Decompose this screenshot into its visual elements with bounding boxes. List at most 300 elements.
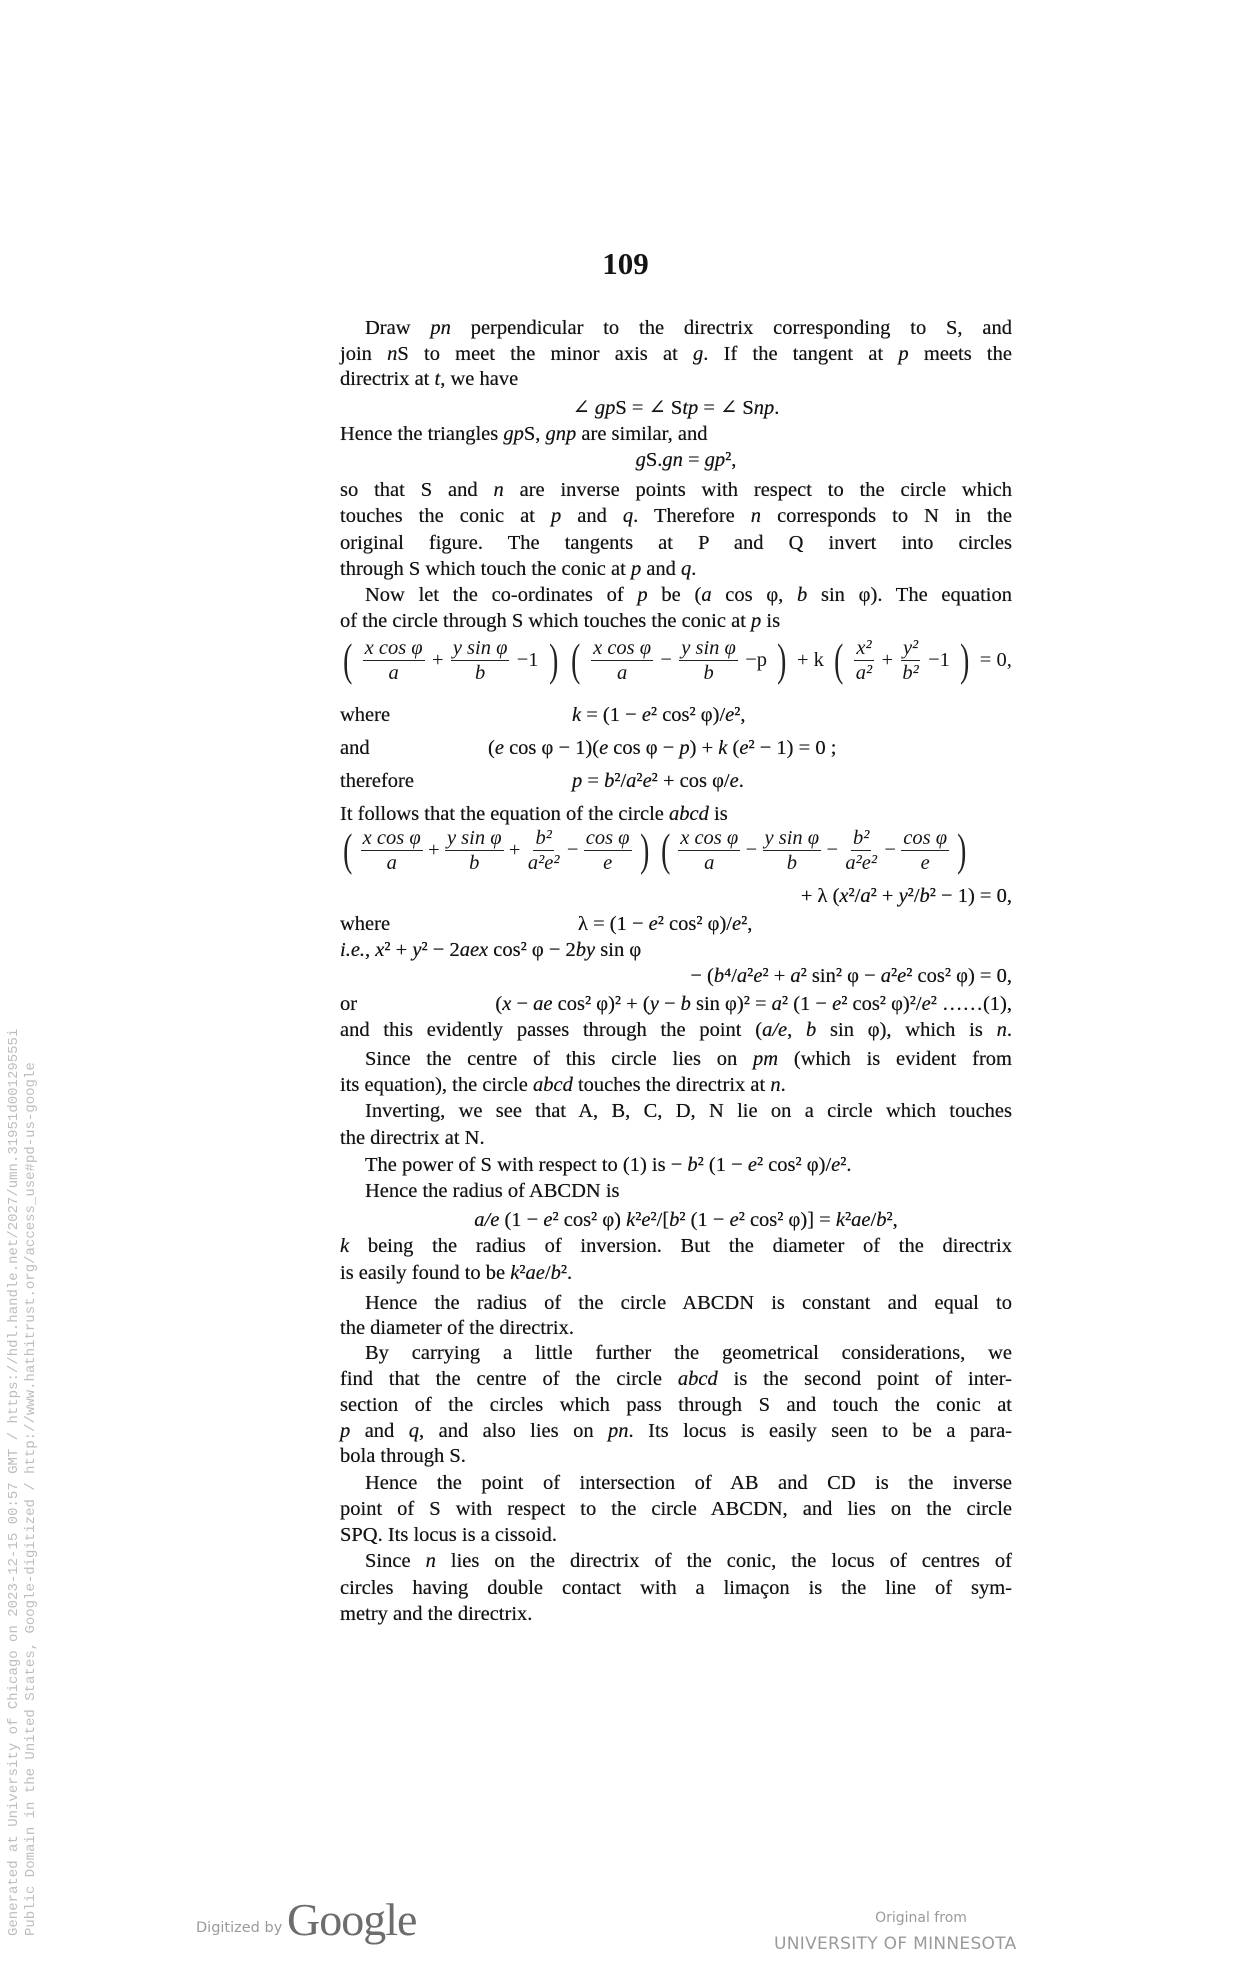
fraction-denominator: b (475, 661, 486, 684)
text-run: and (350, 1420, 409, 1442)
text-run: ² − 1) = 0, (929, 885, 1012, 907)
text-run: S = ∠ S (615, 397, 683, 419)
text-run: is easily found to be (340, 1262, 511, 1284)
google-logo: Google (287, 1894, 417, 1945)
text-run: lies on the directrix of the conic, the locus of centres of (435, 1550, 1012, 1572)
text-run: ² − 2 (421, 939, 460, 961)
fraction (445, 826, 504, 875)
text-run: through S which touch the conic at (340, 558, 631, 580)
fraction-denominator: a (704, 851, 715, 874)
fraction (361, 826, 423, 875)
digitized-by-label: Digitized by (196, 1920, 283, 1936)
bracket: ) (960, 634, 970, 685)
text-run: ² (747, 965, 754, 987)
fraction-numerator: y sin φ (681, 636, 736, 659)
math-symbol: e (832, 993, 842, 1015)
text-run: −p (745, 648, 768, 671)
text-run: is the second point of inter- (717, 1368, 1012, 1390)
fraction-numerator: x cos φ (680, 826, 739, 849)
text-line (340, 502, 1012, 530)
text-run: −1 (516, 648, 539, 671)
fraction-numerator: x cos φ (593, 636, 652, 659)
text-run: original figure. The tangents at P and Q invert into circles (340, 532, 1012, 554)
text-run: meets the (908, 343, 1012, 365)
math-symbol: b (687, 1154, 698, 1176)
math-symbol: e (921, 993, 931, 1015)
fraction-numerator: x cos φ (364, 636, 423, 659)
text-run: touches the directrix at (572, 1074, 771, 1096)
text-run: cos φ − 1)( (503, 737, 600, 759)
math-symbol: t (434, 368, 441, 390)
text-run: sin φ), which is (816, 1019, 997, 1041)
text-line (340, 1391, 1012, 1419)
text-run: − (511, 993, 534, 1015)
text-run: . (1006, 1019, 1012, 1041)
text-run: It follows that the equation of the circle (340, 803, 670, 825)
math-symbol: e (897, 965, 907, 987)
text-run: Hence the triangles (340, 423, 504, 445)
text-run: = (582, 770, 605, 792)
text-run: ², (734, 704, 746, 726)
text-run: S, (523, 423, 546, 445)
fraction (363, 636, 425, 685)
text-line (340, 1289, 1012, 1317)
math-symbol: n (996, 1019, 1007, 1041)
math-symbol: e (648, 913, 658, 935)
text-run: = ∠ S (698, 397, 754, 419)
text-line (340, 1071, 1012, 1099)
text-run: of the circle through S which touches the conic at (340, 610, 752, 632)
fraction-denominator: b² (902, 661, 919, 684)
math-symbol: y (412, 939, 422, 961)
text-run: ²/[ (650, 1209, 670, 1231)
equation-line (340, 882, 1012, 910)
equation-line (340, 936, 1012, 964)
text-line (340, 1365, 1012, 1393)
math-symbol: b (919, 885, 930, 907)
text-line (340, 529, 1012, 557)
fraction-denominator: b (703, 661, 714, 684)
math-symbol: e (494, 737, 504, 759)
text-run: corresponds to N in the (761, 505, 1012, 527)
text-run: ², (725, 449, 737, 471)
text-run: are inverse points with respect to the circle which (503, 479, 1013, 501)
institution-label: UNIVERSITY OF MINNESOTA (774, 1934, 1017, 1954)
math-symbol: e (831, 1154, 841, 1176)
text-run: its equation), the circle (340, 1074, 533, 1096)
watermark-line-1: Generated at University of Chicago on 2023-12-15 00:57 GMT / https://hdl.handle.net/2027/umn.31951d00129555i (6, 1028, 22, 1936)
math-symbol: q (408, 1420, 420, 1442)
fraction-denominator: a (388, 661, 399, 684)
math-symbol: b (713, 965, 725, 987)
text-line (340, 1417, 1012, 1445)
text-run: ² − 1) = 0 ; (748, 737, 837, 759)
math-symbol: a/e (762, 1019, 788, 1041)
math-symbol: b (669, 1209, 680, 1231)
text-run: + λ ( (800, 885, 840, 907)
text-line (340, 1442, 1012, 1470)
math-symbol: e (599, 737, 609, 759)
text-run: section of the circles which pass through S and touch the conic at (340, 1394, 1012, 1416)
text-run: S to meet the minor axis at (397, 343, 694, 365)
math-symbol: b (550, 1262, 561, 1284)
equation-line (435, 990, 1012, 1018)
text-run: − ( (690, 965, 714, 987)
math-symbol: p (898, 343, 909, 365)
math-symbol: e (729, 770, 739, 792)
math-symbol: gnp (545, 423, 577, 445)
math-symbol: p (550, 505, 562, 527)
math-symbol: pm (753, 1048, 779, 1070)
math-symbol: gp (503, 423, 524, 445)
text-run: . Therefore (633, 505, 751, 527)
text-run: ², (886, 1209, 898, 1231)
text-run: Now let the co-ordinates of (365, 584, 638, 606)
text-run: bola through S. (340, 1445, 466, 1467)
text-run: , and also lies on (419, 1420, 609, 1442)
text-run: ² ……(1), (930, 993, 1012, 1015)
text-line (340, 1151, 1012, 1179)
text-run: and this evidently passes through the point ( (340, 1019, 763, 1041)
fraction-numerator: y sin φ (446, 826, 502, 849)
fraction-numerator: x² (856, 636, 872, 659)
bracket: ) (548, 634, 559, 685)
text-run: the directrix at N. (340, 1127, 485, 1149)
math-symbol: k (835, 1209, 845, 1231)
math-symbol: gp (704, 449, 726, 471)
text-run: perpendicular to the directrix corresponding to S, and (450, 317, 1012, 339)
math-symbol: n (425, 1550, 436, 1572)
page-number: 109 (602, 246, 649, 281)
math-symbol: x (375, 939, 385, 961)
math-symbol: a (790, 965, 801, 987)
text-run: −1 (928, 648, 950, 671)
text-run: being the radius of inversion. But the diameter of the directrix (349, 1235, 1012, 1257)
text-line (340, 1232, 1012, 1260)
math-symbol: e (641, 704, 651, 726)
text-run: ² (1 − (679, 1209, 730, 1231)
math-symbol: n (493, 479, 504, 501)
text-run: . Its locus is easily seen to be a para- (628, 1420, 1012, 1442)
text-run: + (428, 838, 440, 861)
display-equation (340, 820, 970, 880)
math-symbol: abcd (677, 1368, 718, 1390)
math-symbol: k (510, 1262, 520, 1284)
equation-line (350, 1206, 1022, 1234)
text-run: (1 − (499, 1209, 544, 1231)
bracket: ( (834, 634, 844, 685)
text-line (340, 1314, 1012, 1342)
math-symbol: pn (608, 1420, 629, 1442)
text-run: touches the conic at (340, 505, 551, 527)
text-run: ²/ (614, 770, 627, 792)
text-run: sin φ). The equation (807, 584, 1012, 606)
text-run: and (340, 737, 370, 759)
math-symbol: n (770, 1074, 781, 1096)
fraction-numerator: y sin φ (452, 636, 508, 659)
text-run: ². (560, 1262, 573, 1284)
fraction (526, 826, 562, 875)
bracket: ( (571, 634, 581, 685)
text-run: The power of S with respect to (1) is − (365, 1154, 688, 1176)
text-run: ² (636, 770, 643, 792)
math-symbol: abcd (532, 1074, 573, 1096)
text-line (340, 1259, 1012, 1287)
text-line (340, 1177, 1012, 1205)
text-run: cos² φ)² + ( (552, 993, 650, 1015)
fraction (591, 636, 653, 685)
math-symbol: pn (430, 317, 451, 339)
text-run: ² (1 − (697, 1154, 748, 1176)
math-symbol: y (898, 885, 908, 907)
text-run: − (884, 838, 896, 861)
text-run: and (641, 558, 682, 580)
fraction (843, 826, 879, 875)
math-symbol: b (876, 1209, 887, 1231)
text-run: circles having double contact with a limaçon is the line of sym- (340, 1577, 1012, 1599)
text-run: ² (1 − (781, 993, 833, 1015)
fraction (763, 826, 822, 875)
text-run: is (708, 803, 728, 825)
math-symbol: a (736, 965, 748, 987)
text-run: find that the centre of the circle (340, 1368, 678, 1390)
text-run: ² (635, 1209, 642, 1231)
text-run: ( (495, 993, 503, 1015)
text-run: + (431, 648, 444, 671)
text-run: Inverting, we see that A, B, C, D, N lie on a circle which touches (365, 1100, 1012, 1122)
math-symbol: e (642, 770, 652, 792)
math-symbol: np (753, 397, 775, 419)
text-run: therefore (340, 770, 414, 792)
text-run: (which is evident from (778, 1048, 1012, 1070)
math-symbol: b (604, 770, 615, 792)
text-run: + k (796, 648, 824, 671)
math-symbol: e (739, 737, 749, 759)
text-run: where (340, 913, 391, 935)
text-line (340, 314, 1012, 342)
text-line (340, 476, 1012, 504)
text-run: ² cos² φ)] = (738, 1209, 836, 1231)
bracket: ) (957, 824, 967, 875)
math-symbol: k (340, 1235, 350, 1257)
math-symbol: a (880, 965, 892, 987)
bracket: ( (343, 634, 353, 685)
bracket: ) (777, 634, 787, 685)
fraction-numerator: b² (535, 826, 552, 849)
text-run: By carrying a little further the geometrical considerations, we (365, 1342, 1012, 1364)
text-run: ² cos² φ)/ (657, 913, 732, 935)
math-symbol: ae (533, 993, 553, 1015)
fraction-numerator: cos φ (903, 826, 948, 849)
access-watermark (6, 1029, 40, 1936)
text-run: cos² φ − 2 (488, 939, 576, 961)
equation-line (340, 394, 1012, 422)
math-symbol: a (701, 584, 712, 606)
text-run: ² cos² φ)/ (650, 704, 726, 726)
math-symbol: y (649, 993, 659, 1015)
math-symbol: q (622, 505, 634, 527)
math-symbol: gp (594, 397, 616, 419)
math-symbol: i.e., (340, 939, 371, 961)
text-run: . If the tangent at (703, 343, 899, 365)
fraction-denominator: b (469, 851, 480, 874)
text-run: . (738, 770, 744, 792)
text-run: . (691, 558, 697, 580)
text-run: ² cos² φ) = 0, (906, 965, 1012, 987)
text-run: , (787, 1019, 807, 1041)
text-line (340, 555, 1012, 583)
text-line (340, 1124, 1012, 1152)
fraction-numerator: y sin φ (764, 826, 820, 849)
fraction-denominator: e (603, 851, 613, 874)
math-symbol: b (680, 993, 691, 1015)
text-run: where (340, 704, 391, 726)
math-symbol: e (731, 913, 742, 935)
math-symbol: a (771, 993, 782, 1015)
text-run: are similar, and (576, 423, 708, 445)
text-line (340, 1600, 1012, 1628)
text-line (340, 1339, 1012, 1367)
fraction-denominator: a (386, 851, 397, 874)
text-run: sin φ (595, 939, 642, 961)
text-run: − (566, 838, 579, 861)
text-run: ∠ (572, 397, 595, 419)
math-symbol: p (751, 610, 762, 632)
text-run: S. (645, 449, 663, 471)
text-run: ² cos² φ)/ (756, 1154, 832, 1176)
text-run: − (660, 648, 672, 671)
text-run: ² + (762, 965, 791, 987)
math-symbol: e (543, 1209, 553, 1231)
fraction-denominator: a²e² (527, 851, 560, 874)
text-run: ) + (689, 737, 719, 759)
math-symbol: ae (525, 1262, 545, 1284)
bracket: ) (639, 824, 650, 875)
math-symbol: gn (662, 449, 683, 471)
text-run: be ( (647, 584, 702, 606)
fraction-numerator: y² (902, 636, 919, 659)
math-symbol: b (806, 1019, 817, 1041)
text-run: ² (844, 1209, 852, 1231)
equation-line (350, 446, 1022, 474)
text-run: λ = (1 − (578, 913, 649, 935)
equation-line (578, 910, 1012, 938)
text-run: , we have (440, 368, 519, 390)
math-symbol: aex (459, 939, 489, 961)
text-run: Since (365, 1550, 426, 1572)
text-run: ² cos² φ)²/ (841, 993, 922, 1015)
fraction-numerator: x cos φ (362, 826, 421, 849)
fraction-denominator: a² (855, 661, 873, 684)
watermark-line-2: Public Domain in the United States, Google-digitized / http://www.hathitrust.org/access_use#pd-us-google (23, 1062, 39, 1936)
math-symbol: k (572, 704, 582, 726)
text-run: ², (741, 913, 753, 935)
text-line (340, 1045, 1012, 1073)
text-run: − (826, 838, 839, 861)
text-line (340, 1097, 1012, 1125)
text-run: ⁴/ (724, 965, 737, 987)
text-run: = (682, 449, 705, 471)
text-run: sin φ)² = (690, 993, 772, 1015)
text-line (340, 1469, 1012, 1497)
text-line (340, 1547, 1012, 1575)
bracket: ( (660, 824, 670, 875)
math-symbol: e (747, 1154, 757, 1176)
math-symbol: k (626, 1209, 636, 1231)
bracket: ( (343, 824, 353, 875)
math-symbol: p (679, 737, 690, 759)
text-run: join (340, 343, 388, 365)
equation-line (572, 767, 1012, 795)
text-line (340, 420, 1012, 448)
math-symbol: g (635, 449, 646, 471)
math-symbol: a/e (474, 1209, 500, 1231)
text-run: or (340, 993, 358, 1015)
fraction-denominator: a²e² (845, 851, 878, 874)
text-run: ² + (384, 939, 413, 961)
text-run: − (745, 838, 758, 861)
text-run: is (761, 610, 781, 632)
fraction (584, 826, 632, 875)
text-run: Hence the radius of ABCDN is (365, 1180, 620, 1202)
math-symbol: ae (851, 1209, 871, 1231)
math-symbol: p (630, 558, 642, 580)
text-run: = 0, (979, 648, 1012, 671)
fraction (901, 826, 949, 875)
text-run: Hence the radius of the circle ABCDN is constant and equal to (365, 1292, 1012, 1314)
math-symbol: e (725, 704, 735, 726)
text-run: Since the centre of this circle lies on (365, 1048, 754, 1070)
math-symbol: x (502, 993, 512, 1015)
equation-line (488, 734, 1012, 762)
text-line (340, 1574, 1012, 1602)
fraction-numerator: b² (853, 826, 870, 849)
text-run: − (658, 993, 681, 1015)
fraction (451, 636, 510, 685)
text-run: the diameter of the directrix. (340, 1317, 574, 1339)
math-symbol: e (641, 1209, 651, 1231)
text-run: ² + (870, 885, 899, 907)
math-symbol: b (797, 584, 808, 606)
text-run: SPQ. Its locus is a cissoid. (340, 1524, 557, 1546)
math-symbol: tp (682, 397, 699, 419)
text-line (340, 365, 1012, 393)
math-symbol: x (839, 885, 849, 907)
text-run: / (870, 1209, 877, 1231)
text-run: ² (891, 965, 898, 987)
text-run: + (508, 838, 521, 861)
fraction (900, 636, 920, 685)
text-run: ². (840, 1154, 852, 1176)
text-run: cos φ, (711, 584, 798, 606)
text-line (340, 1495, 1012, 1523)
text-run: ² cos² φ) (552, 1209, 627, 1231)
text-run: . (780, 1074, 786, 1096)
text-run: / (544, 1262, 551, 1284)
fraction-denominator: b (786, 851, 797, 874)
text-run: ² + cos φ/ (651, 770, 730, 792)
text-line (340, 340, 1012, 368)
fraction-denominator: e (920, 851, 930, 874)
text-line (340, 1016, 1012, 1044)
fraction (679, 636, 738, 685)
text-run: ( (488, 737, 495, 759)
text-run: = (1 − (581, 704, 642, 726)
math-symbol: q (681, 558, 692, 580)
text-run: . (774, 397, 780, 419)
text-run: ( (727, 737, 740, 759)
text-run: point of S with respect to the circle ABCDN, and lies on the circle (340, 1498, 1012, 1520)
